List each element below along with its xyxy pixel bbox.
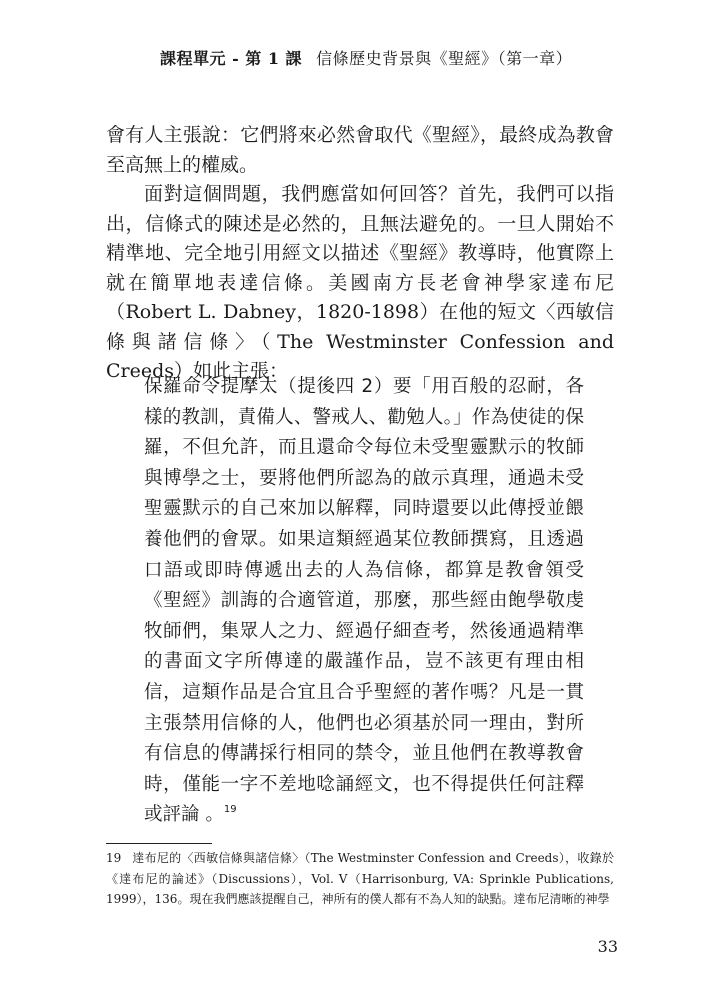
- paragraph-2: 面對這個問題，我們應當如何回答？首先，我們可以指出，信條式的陳述是必然的，且無法避免的。一旦人開始不精準地、完全地引用經文以描述《聖經》教導時，他實際上就在簡單地表達信條。美國南方長老會神學家達布尼（Robert L. Dabney，1820-1898）在他的短文〈西敏信條與諸信條〉（The Westminster Confession and Creeds）如此主張：: [106, 183, 614, 382]
- footnote-number: 19: [106, 851, 122, 865]
- footnote: [106, 848, 614, 910]
- footnote-text: 達布尼的〈西敏信條與諸信條〉（The Westminster Confession and Creeds），收錄於《達布尼的論述》（Discussions），Vol. V（Harrisonburg, VA: Sprinkle Publications, 1999），136。現在我們應該提醒自己，神所有的僕人都有不為人知的缺點。達布尼清晰的神學: [106, 851, 614, 906]
- header-lesson: 課程單元 - 第 1 課: [160, 49, 303, 68]
- body-text: [106, 121, 614, 387]
- header-title: 信條歷史背景與《聖經》（第一章）: [316, 49, 573, 68]
- footnote-ref[interactable]: 19: [223, 804, 237, 816]
- page-number: 33: [597, 937, 618, 956]
- footnote-divider: [106, 843, 212, 844]
- block-quote: [144, 372, 584, 831]
- running-header: [160, 47, 620, 71]
- paragraph-1: 會有人主張說：它們將來必然會取代《聖經》，最終成為教會至高無上的權威。: [106, 124, 614, 176]
- quote-text: 保羅命令提摩太（提後四 2）要「用百般的忍耐，各樣的教訓，責備人、警戒人、勸勉人。」作為使徒的保羅，不但允許，而且還命令每位未受聖靈默示的牧師與博學之士，要將他們所認為的啟示真理，通過未受聖靈默示的自己來加以解釋，同時還要以此傳授並餵養他們的會眾。如果這類經過某位教師撰寫，且透過口語或即時傳遞出去的人為信條，都算是教會領受《聖經》訓誨的合適管道，那麼，那些經由飽學敬虔牧師們，集眾人之力、經過仔細查考，然後通過精準的書面文字所傳達的嚴謹作品，豈不該更有理由相信，這類作品是合宜且合乎聖經的著作嗎？凡是一貫主張禁用信條的人，他們也必須基於同一理由，對所有信息的傳講採行相同的禁令，並且他們在教導教會時，僅能一字不差地唸誦經文，也不得提供任何註釋或評論 。: [144, 376, 584, 826]
